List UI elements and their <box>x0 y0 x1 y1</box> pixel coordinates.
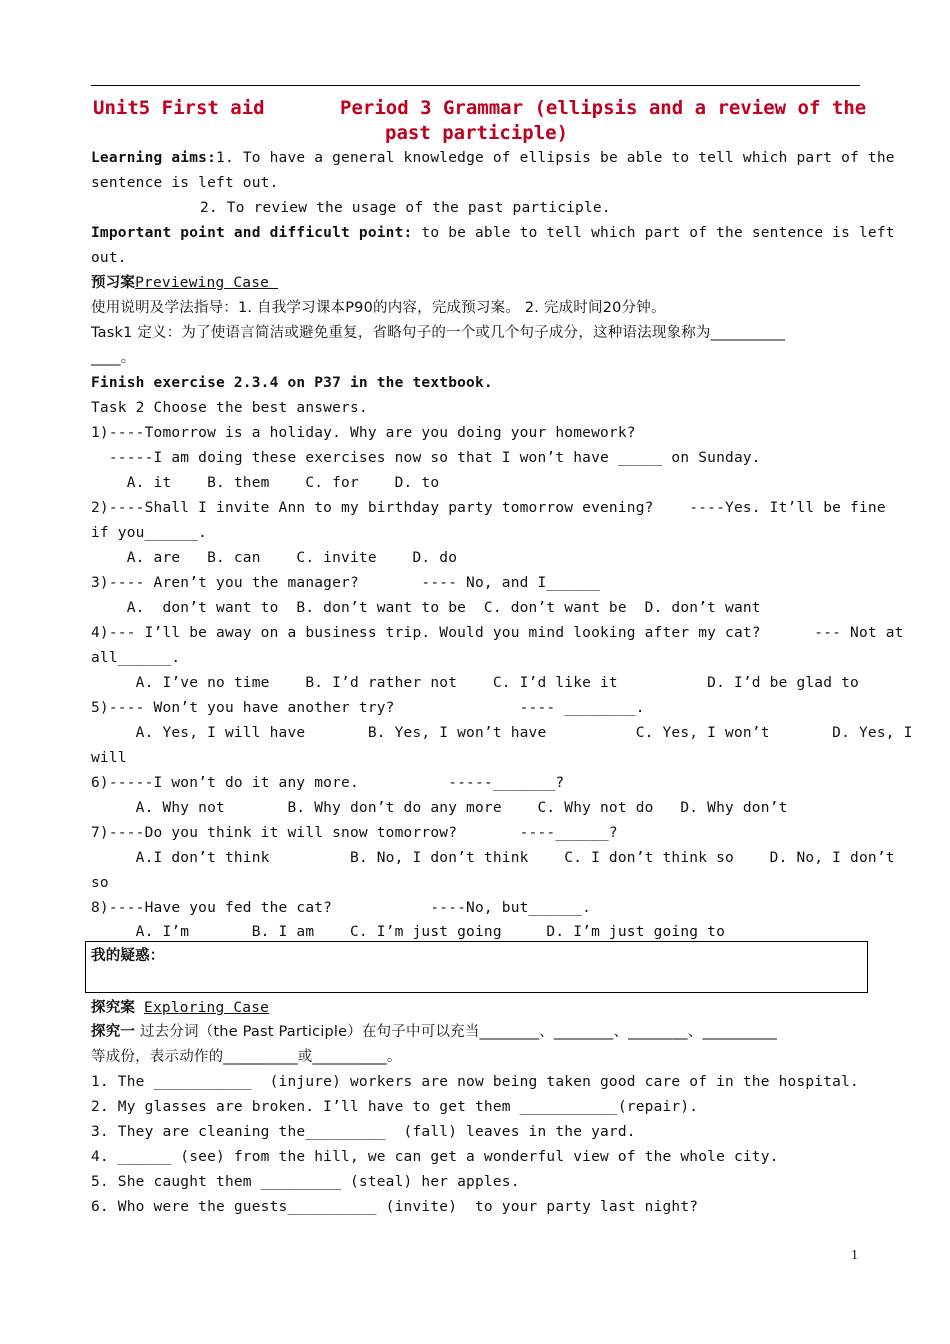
question-5-options-cont: will <box>91 750 127 766</box>
question-3-options: A. don’t want to B. don’t want to be C. don’t want be D. don’t want <box>91 600 761 616</box>
important-point-label: Important point and difficult point: <box>91 225 413 241</box>
top-rule <box>91 85 860 86</box>
explore-item-4: 4. ______ (see) from the hill, we can get a wonderful view of the whole city. <box>91 1149 779 1165</box>
explore-item-2: 2. My glasses are broken. I’ll have to get them ___________(repair). <box>91 1099 699 1115</box>
explore-item-1: 1. The ___________ (injure) workers are now being taken good care of in the hospital. <box>91 1074 859 1090</box>
question-2: 2)----Shall I invite Ann to my birthday party tomorrow evening? ----Yes. It’ll be fine <box>91 500 886 516</box>
inquiry-1-label: 探究一 <box>91 1024 136 1040</box>
preview-heading-cn: 预习案 <box>91 275 136 291</box>
inquiry-1-cont: 等成份，表示动作的__________或__________。 <box>91 1049 402 1065</box>
finish-exercise: Finish exercise 2.3.4 on P37 in the textbook. <box>91 375 493 391</box>
question-8-options: A. I’m B. I am C. I’m just going D. I’m just going to <box>91 924 726 940</box>
inquiry-1 <box>91 1022 777 1042</box>
question-5-options: A. Yes, I will have B. Yes, I won’t have C. Yes, I won’t D. Yes, I <box>91 725 913 741</box>
explore-item-5: 5. She caught them _________ (steal) her apples. <box>91 1174 520 1190</box>
question-6-options: A. Why not B. Why don’t do any more C. Why not do D. Why don’t <box>91 800 788 816</box>
question-1: 1)----Tomorrow is a holiday. Why are you doing your homework? <box>91 425 636 441</box>
question-8: 8)----Have you fed the cat? ----No, but______. <box>91 900 592 916</box>
question-4-cont: all______. <box>91 650 181 666</box>
title-period: Period 3 Grammar (ellipsis and a review of the <box>340 97 867 119</box>
page-number: 1 <box>851 1248 858 1263</box>
learning-aim-2: 2. To review the usage of the past participle. <box>200 200 611 216</box>
explore-item-6: 6. Who were the guests__________ (invite) to your party last night? <box>91 1199 699 1215</box>
doubts-label: 我的疑惑： <box>91 948 165 964</box>
learning-aim-1-cont: sentence is left out. <box>91 175 279 191</box>
important-point-line <box>91 223 895 243</box>
question-3: 3)---- Aren’t you the manager? ---- No, and I______ <box>91 575 600 591</box>
question-4-options: A. I’ve no time B. I’d rather not C. I’d like it D. I’d be glad to <box>91 675 859 691</box>
question-7: 7)----Do you think it will snow tomorrow? ----______? <box>91 825 618 841</box>
explore-heading <box>91 998 269 1018</box>
task1-definition-cont: ____。 <box>91 350 136 366</box>
preview-heading <box>91 273 278 293</box>
doubts-box[interactable] <box>85 941 868 993</box>
question-5: 5)---- Won’t you have another try? ---- ________. <box>91 700 645 716</box>
important-point-cont: out. <box>91 250 127 266</box>
explore-heading-en: Exploring Case <box>144 1000 270 1016</box>
explore-heading-cn: 探究案 <box>91 1000 136 1016</box>
learning-aim-1: 1. To have a general knowledge of ellipsis be able to tell which part of the <box>216 150 895 166</box>
learning-aims-label: Learning aims: <box>91 150 217 166</box>
title-period-cont: past participle) <box>385 122 569 144</box>
question-2-options: A. are B. can C. invite D. do <box>91 550 458 566</box>
question-6: 6)-----I won’t do it any more. -----_______? <box>91 775 565 791</box>
preview-heading-en: Previewing Case <box>135 275 278 291</box>
explore-item-3: 3. They are cleaning the_________ (fall) leaves in the yard. <box>91 1124 636 1140</box>
inquiry-1-text: 过去分词（the Past Participle）在句子中可以充当________、________、________、__________ <box>135 1024 777 1040</box>
title-unit: Unit5 First aid <box>93 97 265 119</box>
question-1-reply: -----I am doing these exercises now so that I won’t have _____ on Sunday. <box>91 450 761 466</box>
question-7-options: A.I don’t think B. No, I don’t think C. I don’t think so D. No, I don’t <box>91 850 895 866</box>
question-1-options: A. it B. them C. for D. to <box>91 475 440 491</box>
preview-instructions: 使用说明及学法指导：1. 自我学习课本P90的内容，完成预习案。 2. 完成时间20分钟。 <box>91 300 666 316</box>
task2-heading: Task 2 Choose the best answers. <box>91 400 368 416</box>
question-4: 4)--- I’ll be away on a business trip. Would you mind looking after my cat? --- Not at <box>91 625 904 641</box>
important-point-text: to be able to tell which part of the sentence is left <box>412 225 895 241</box>
question-2-cont: if you______. <box>91 525 208 541</box>
task1-definition: Task1 定义：为了使语言简洁或避免重复，省略句子的一个或几个句子成分，这种语法现象称为__________ <box>91 325 786 341</box>
learning-aims-line <box>91 148 895 168</box>
question-7-options-cont: so <box>91 875 109 891</box>
